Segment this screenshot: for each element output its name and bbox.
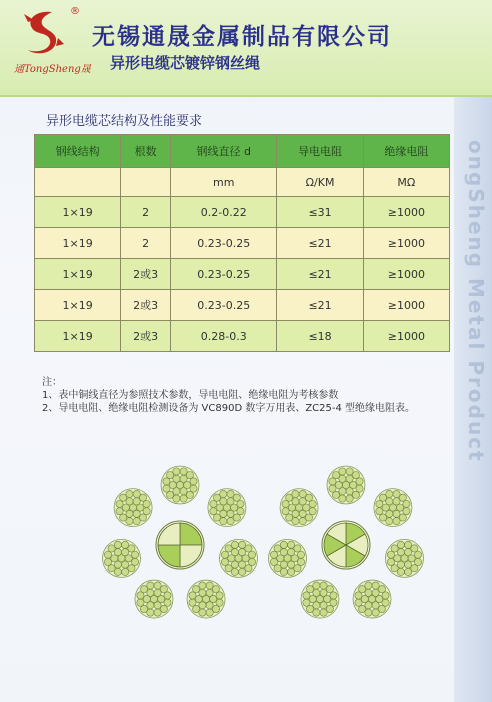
cell-diameter: 0.23-0.25: [171, 259, 277, 290]
wire: [193, 605, 200, 612]
wire: [128, 545, 135, 552]
wire: [225, 565, 232, 572]
side-stripe: [454, 0, 492, 702]
wire: [305, 514, 312, 521]
wire: [122, 561, 129, 568]
wire: [326, 586, 333, 593]
section-title: 异形电缆芯结构及性能要求: [46, 114, 203, 129]
wire: [280, 568, 287, 575]
wire: [411, 545, 418, 552]
wire: [352, 472, 359, 479]
wire: [133, 518, 140, 525]
wire: [286, 514, 293, 521]
wire: [221, 558, 228, 565]
company-logo: [18, 8, 66, 58]
wire: [213, 514, 220, 521]
wire: [356, 478, 363, 485]
cell-insulation-resistance: ≥1000: [363, 259, 449, 290]
wire: [386, 490, 393, 497]
wire: [199, 609, 206, 616]
wire: [359, 586, 366, 593]
wire: [386, 518, 393, 525]
wire: [309, 508, 316, 515]
wire: [274, 545, 281, 552]
cell-diameter: 0.2-0.22: [171, 197, 277, 228]
strand-bundle: [374, 489, 412, 527]
wire: [180, 468, 187, 475]
company-name: 无锡通晟金属制品有限公司: [92, 24, 392, 50]
wire: [189, 592, 196, 599]
wire: [189, 599, 196, 606]
wire: [116, 508, 123, 515]
strand-bundle: [135, 580, 173, 618]
table-row: [35, 321, 450, 352]
cell-conductor-resistance: ≤21: [277, 290, 363, 321]
wire: [299, 490, 306, 497]
wire: [378, 605, 385, 612]
wire: [359, 605, 366, 612]
header-cell: 钢线直径 d: [171, 135, 277, 168]
wire: [365, 582, 372, 589]
wire: [326, 605, 333, 612]
wire: [237, 500, 244, 507]
wire: [133, 510, 140, 517]
wire: [133, 490, 140, 497]
wire: [137, 599, 144, 606]
cell-count: 2: [121, 197, 171, 228]
wire: [270, 551, 277, 558]
wire: [391, 545, 398, 552]
wire: [233, 494, 240, 501]
cell-structure: 1×19: [35, 228, 121, 259]
wire: [227, 510, 234, 517]
cell-insulation-resistance: ≥1000: [363, 321, 449, 352]
cell-conductor-resistance: ≤21: [277, 259, 363, 290]
wire: [333, 491, 340, 498]
wire: [164, 599, 171, 606]
wire: [405, 568, 412, 575]
wire: [239, 568, 246, 575]
wire: [131, 558, 138, 565]
wire: [173, 468, 180, 475]
wire: [372, 602, 379, 609]
wire: [404, 561, 411, 568]
wire: [210, 500, 217, 507]
wire: [292, 490, 299, 497]
wire: [167, 472, 174, 479]
unit-cell: mm: [171, 168, 277, 197]
wire: [299, 510, 306, 517]
wire: [212, 586, 219, 593]
wire: [280, 541, 287, 548]
wire: [108, 565, 115, 572]
wire: [104, 558, 111, 565]
cell-structure: 1×19: [35, 321, 121, 352]
wire: [356, 485, 363, 492]
note-item: 1、表中铜线直径为参照技术参数，导电电阻、绝缘电阻为考核参数: [42, 390, 339, 401]
wire: [193, 586, 200, 593]
wire: [294, 545, 301, 552]
strand-bundle: [280, 489, 318, 527]
wire: [303, 592, 310, 599]
cell-diameter: 0.23-0.25: [171, 228, 277, 259]
wire: [391, 565, 398, 572]
strand-bundle: [161, 466, 199, 504]
wire: [139, 514, 146, 521]
wire: [231, 541, 238, 548]
wire: [238, 549, 245, 556]
wire: [143, 508, 150, 515]
wire: [297, 551, 304, 558]
header-cell: 根数: [121, 135, 171, 168]
wire: [137, 592, 144, 599]
wire: [163, 485, 170, 492]
wire: [376, 500, 383, 507]
wire: [292, 498, 299, 505]
wire: [206, 602, 213, 609]
core-sector: [180, 523, 202, 545]
cell-structure: 1×19: [35, 259, 121, 290]
wire: [126, 518, 133, 525]
wire: [299, 498, 306, 505]
wire: [231, 568, 238, 575]
wire: [180, 495, 187, 502]
wire: [180, 475, 187, 482]
wire: [160, 586, 167, 593]
header-cell: 钢线结构: [35, 135, 121, 168]
side-watermark: ongSheng Metal Product: [464, 140, 488, 463]
wire: [387, 558, 394, 565]
cell-conductor-resistance: ≤31: [277, 197, 363, 228]
wire: [104, 551, 111, 558]
wire: [221, 551, 228, 558]
wire: [147, 589, 154, 596]
wire: [270, 558, 277, 565]
notes-label: 注：: [42, 377, 62, 388]
strand-bundle: [208, 489, 246, 527]
cable-cross-section-2-core: [90, 455, 270, 635]
wire: [245, 545, 252, 552]
wire: [379, 514, 386, 521]
wire: [216, 592, 223, 599]
strand-bundle: [269, 539, 307, 577]
wire: [320, 589, 327, 596]
wire: [122, 541, 129, 548]
wire: [306, 605, 313, 612]
wire: [397, 568, 404, 575]
wire: [114, 549, 121, 556]
wire: [376, 508, 383, 515]
wire: [147, 582, 154, 589]
strand-bundle: [187, 580, 225, 618]
wire: [339, 475, 346, 482]
wire: [313, 589, 320, 596]
wire: [346, 495, 353, 502]
wire: [160, 605, 167, 612]
wire: [248, 558, 255, 565]
header-cell: 导电电阻: [277, 135, 363, 168]
cell-count: 2或3: [121, 321, 171, 352]
note-item: 2、导电电阻、绝缘电阻检测设备为 VC890D 数字万用表、ZC25-4 型绝缘电阻表。: [42, 403, 416, 414]
wire: [330, 599, 337, 606]
wire: [382, 599, 389, 606]
cell-insulation-resistance: ≥1000: [363, 228, 449, 259]
product-line-title: 异形电缆芯镀锌钢丝绳: [110, 54, 261, 72]
wire: [306, 586, 313, 593]
wire: [329, 478, 336, 485]
unit-cell: MΩ: [363, 168, 449, 197]
cell-diameter: 0.23-0.25: [171, 290, 277, 321]
wire: [393, 490, 400, 497]
wire: [382, 592, 389, 599]
wire: [355, 592, 362, 599]
wire: [309, 500, 316, 507]
cable-cross-section-3-core: [256, 455, 436, 635]
wire: [365, 609, 372, 616]
wire: [403, 500, 410, 507]
wire: [405, 541, 412, 548]
wire: [313, 609, 320, 616]
table-header-row: [35, 135, 450, 168]
strand-bundle: [327, 466, 365, 504]
table-row: [35, 197, 450, 228]
wire: [180, 488, 187, 495]
wire: [248, 551, 255, 558]
cell-structure: 1×19: [35, 290, 121, 321]
unit-cell: Ω/KM: [277, 168, 363, 197]
wire: [206, 609, 213, 616]
wire: [206, 589, 213, 596]
wire: [303, 599, 310, 606]
wire: [128, 565, 135, 572]
wire: [212, 605, 219, 612]
wire: [346, 468, 353, 475]
strand-bundle: [114, 489, 152, 527]
wire: [173, 495, 180, 502]
wire: [330, 592, 337, 599]
wire: [372, 589, 379, 596]
wire: [199, 582, 206, 589]
wire: [147, 609, 154, 616]
wire: [227, 518, 234, 525]
cell-conductor-resistance: ≤21: [277, 228, 363, 259]
table-row: [35, 259, 450, 290]
wire: [297, 558, 304, 565]
wire: [393, 498, 400, 505]
wire: [379, 494, 386, 501]
wire: [286, 494, 293, 501]
wire: [299, 518, 306, 525]
wire: [280, 549, 287, 556]
wire: [131, 551, 138, 558]
wire: [404, 549, 411, 556]
wire: [320, 602, 327, 609]
core-sector: [180, 545, 202, 567]
cell-count: 2: [121, 228, 171, 259]
wire: [225, 545, 232, 552]
wire: [206, 582, 213, 589]
wire: [245, 565, 252, 572]
wire: [108, 545, 115, 552]
wire: [116, 500, 123, 507]
wire: [352, 491, 359, 498]
table-row: [35, 228, 450, 259]
wire: [339, 495, 346, 502]
wire: [397, 541, 404, 548]
core-sector: [158, 523, 180, 545]
wire: [393, 510, 400, 517]
wire: [414, 558, 421, 565]
wire: [220, 518, 227, 525]
wire: [213, 494, 220, 501]
logo-text: 通TongSheng晟: [14, 64, 91, 75]
header-cell: 绝缘电阻: [363, 135, 449, 168]
wire: [288, 561, 295, 568]
wire: [139, 494, 146, 501]
wire: [186, 472, 193, 479]
wire: [397, 549, 404, 556]
wire: [288, 549, 295, 556]
strand-bundle: [301, 580, 339, 618]
page-header: [0, 0, 492, 97]
wire: [346, 475, 353, 482]
wire: [120, 494, 127, 501]
wire: [320, 582, 327, 589]
strand-bundle: [385, 539, 423, 577]
wire: [210, 508, 217, 515]
cell-conductor-resistance: ≤18: [277, 321, 363, 352]
wire: [231, 549, 238, 556]
cell-insulation-resistance: ≥1000: [363, 197, 449, 228]
wire: [122, 568, 129, 575]
wire: [346, 488, 353, 495]
wire: [288, 541, 295, 548]
strand-bundle: [219, 539, 257, 577]
wire: [403, 508, 410, 515]
wire: [120, 514, 127, 521]
wire: [355, 599, 362, 606]
strand-bundle: [353, 580, 391, 618]
wire: [122, 549, 129, 556]
wire: [140, 586, 147, 593]
wire: [274, 565, 281, 572]
notes: [42, 376, 462, 415]
wire: [173, 475, 180, 482]
wire: [294, 565, 301, 572]
wire: [154, 609, 161, 616]
wire: [399, 514, 406, 521]
cell-insulation-resistance: ≥1000: [363, 290, 449, 321]
wire: [414, 551, 421, 558]
wire: [333, 472, 340, 479]
wire: [329, 485, 336, 492]
wire: [186, 491, 193, 498]
wire: [372, 609, 379, 616]
wire: [237, 508, 244, 515]
cell-count: 2或3: [121, 290, 171, 321]
wire: [164, 592, 171, 599]
wire: [292, 518, 299, 525]
wire: [365, 589, 372, 596]
wire: [386, 498, 393, 505]
wire: [126, 498, 133, 505]
unit-cell: [35, 168, 121, 197]
unit-cell: [121, 168, 171, 197]
wire: [114, 568, 121, 575]
wire: [239, 541, 246, 548]
wire: [126, 490, 133, 497]
wire: [313, 582, 320, 589]
table-row: [35, 290, 450, 321]
cell-diameter: 0.28-0.3: [171, 321, 277, 352]
wire: [233, 514, 240, 521]
wire: [140, 605, 147, 612]
wire: [399, 494, 406, 501]
registered-mark: ®: [70, 6, 80, 17]
cell-structure: 1×19: [35, 197, 121, 228]
wire: [154, 582, 161, 589]
wire: [190, 485, 197, 492]
wire: [339, 468, 346, 475]
wire: [282, 500, 289, 507]
wire: [163, 478, 170, 485]
wire: [320, 609, 327, 616]
wire: [238, 561, 245, 568]
wire: [305, 494, 312, 501]
units-row: [35, 168, 450, 197]
wire: [154, 589, 161, 596]
spec-table: [34, 134, 450, 352]
wire: [411, 565, 418, 572]
wire: [190, 478, 197, 485]
wire: [393, 518, 400, 525]
wire: [154, 602, 161, 609]
wire: [282, 508, 289, 515]
wire: [143, 500, 150, 507]
wire: [372, 582, 379, 589]
wire: [227, 498, 234, 505]
wire: [220, 490, 227, 497]
wire: [220, 498, 227, 505]
wire: [378, 586, 385, 593]
strand-bundle: [103, 539, 141, 577]
wire: [387, 551, 394, 558]
wire: [288, 568, 295, 575]
wire: [167, 491, 174, 498]
wire: [133, 498, 140, 505]
wire: [114, 541, 121, 548]
core-sector: [158, 545, 180, 567]
wire: [216, 599, 223, 606]
wire: [227, 490, 234, 497]
wire: [199, 589, 206, 596]
cell-count: 2或3: [121, 259, 171, 290]
